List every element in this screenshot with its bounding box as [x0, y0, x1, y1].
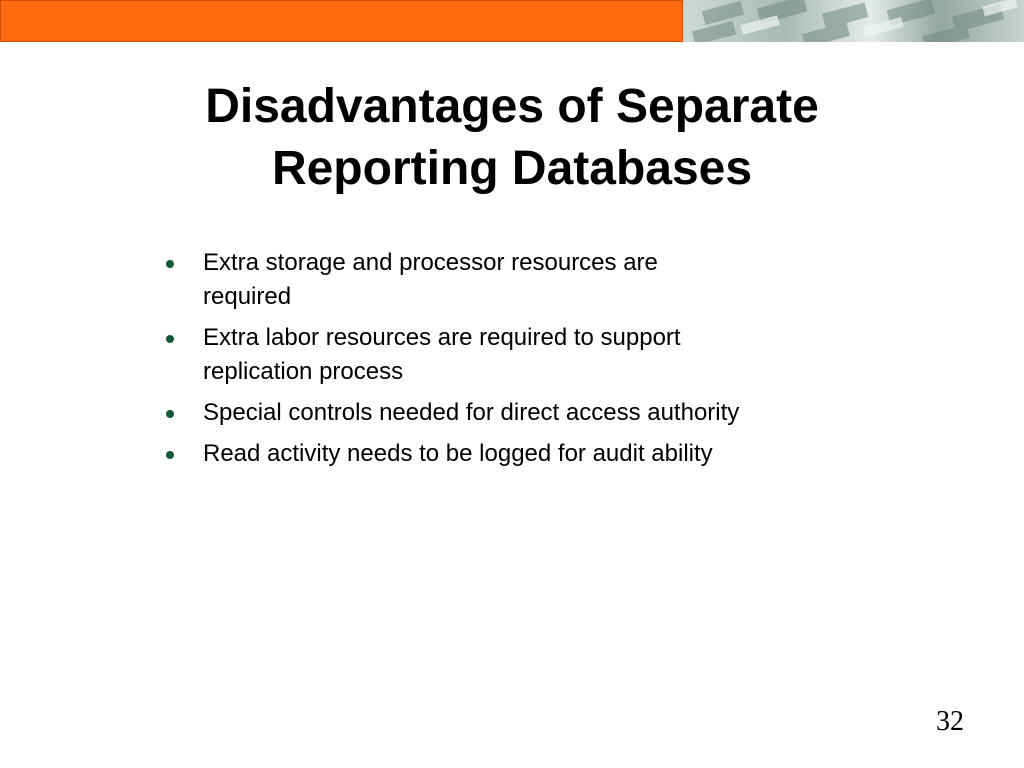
header-accent-bar [0, 0, 683, 42]
bullet-list [160, 246, 860, 478]
header-keyboard-image [683, 0, 1024, 42]
bullet-text-line-2: replication process [203, 358, 404, 385]
slide-title-line-2: Reporting Databases [271, 142, 753, 195]
bullet-text-line-1: Extra storage and processor resources are [203, 249, 658, 276]
slide-title-line-1: Disadvantages of Separate [205, 80, 819, 133]
bullet-dot-icon [166, 335, 174, 343]
bullet-item [160, 396, 860, 430]
bullet-dot-icon [166, 410, 174, 418]
bullet-item [160, 321, 860, 389]
bullet-dot-icon [166, 451, 174, 459]
bullet-item [160, 437, 860, 471]
bullet-dot-icon [166, 260, 174, 268]
bullet-text-line-2: required [203, 283, 292, 310]
bullet-text: Special controls needed for direct access authority [203, 399, 740, 426]
bullet-item [160, 246, 860, 314]
slide-title [100, 76, 924, 200]
bullet-text-line-1: Extra labor resources are required to support [203, 324, 681, 351]
slide-page-number: 32 [936, 706, 964, 737]
bullet-text: Read activity needs to be logged for audit ability [203, 440, 713, 467]
